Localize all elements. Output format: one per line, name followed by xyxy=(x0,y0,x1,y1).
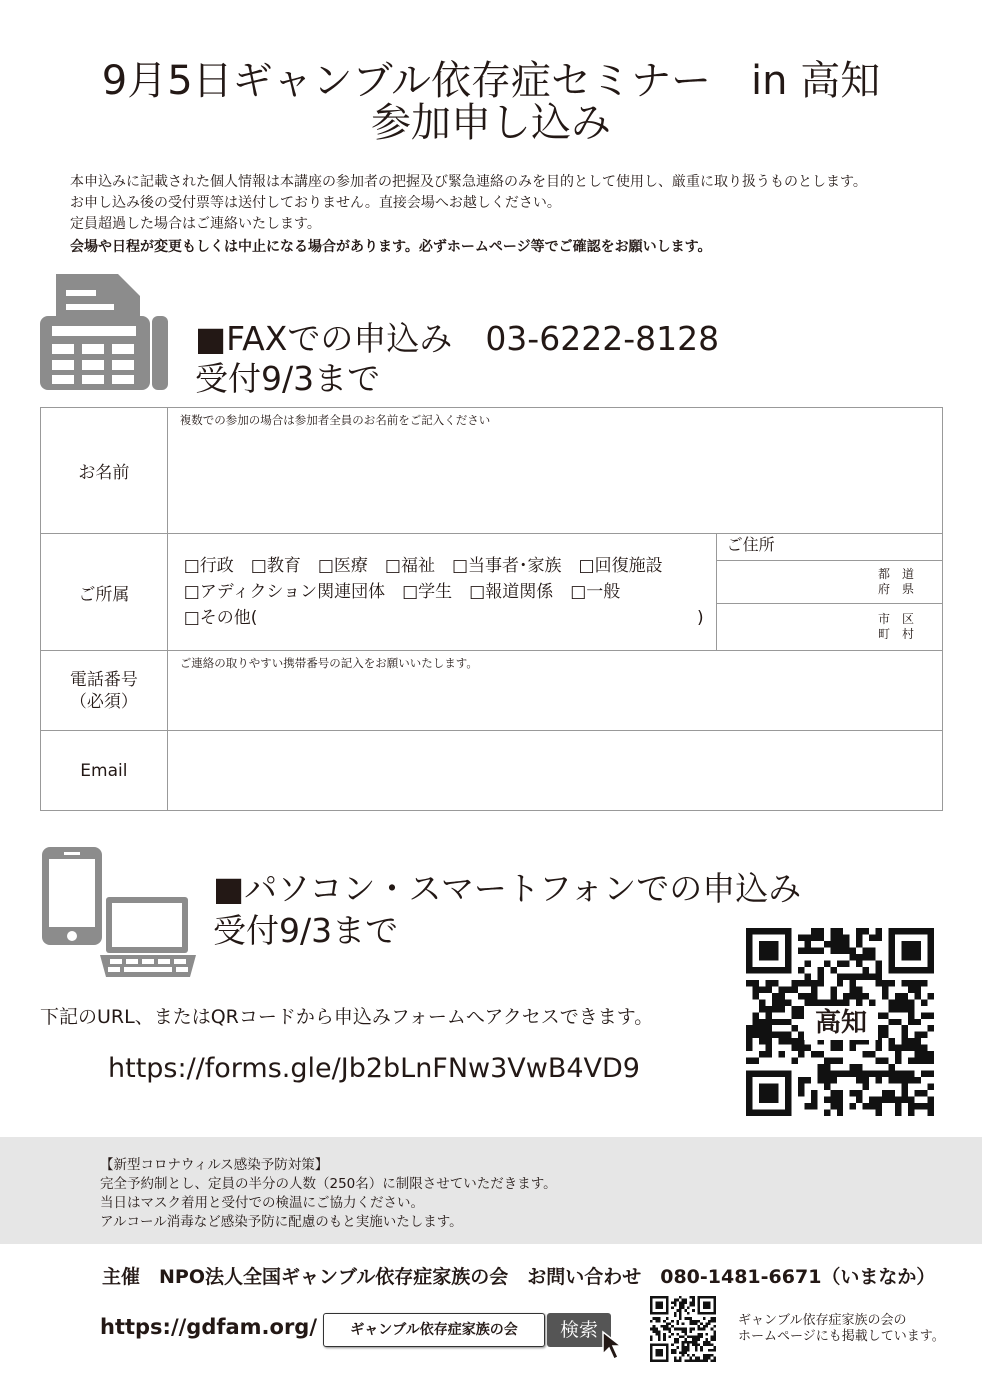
name-field[interactable] xyxy=(167,408,942,534)
covid-line: 完全予約制とし、定員の半分の人数（250名）に制限させていただきます。 xyxy=(100,1176,557,1192)
privacy-notice xyxy=(70,172,950,258)
page-title xyxy=(0,60,982,144)
cursor-icon xyxy=(600,1330,630,1362)
name-hint: 複数での参加の場合は参加者全員のお名前をご記入ください xyxy=(179,413,491,427)
note-line: ホームページにも掲載しています。 xyxy=(738,1329,945,1344)
phone-hint: ご連絡の取りやすい携帯番号の記入をお願いいたします。 xyxy=(179,656,478,670)
homepage-link[interactable]: https://gdfam.org/ xyxy=(100,1315,318,1339)
web-title: ■パソコン・スマートフォンでの申込み xyxy=(213,869,802,908)
affiliation-line[interactable]: □行政 □教育 □医療 □福祉 □当事者･家族 □回復施設 xyxy=(183,556,663,576)
pref-text: 都 道 xyxy=(877,567,914,581)
prefecture-row[interactable] xyxy=(717,560,942,604)
fax-machine-icon xyxy=(38,272,168,392)
covid-line: 【新型コロナウィルス感染予防対策】 xyxy=(100,1157,329,1173)
phone-label-text: 電話番号 xyxy=(69,669,138,690)
covid-line: 当日はマスク着用と受付での検温にご協力ください。 xyxy=(100,1195,424,1211)
phone-required: （必須） xyxy=(69,691,138,712)
email-label: Email xyxy=(41,731,168,811)
name-label: お名前 xyxy=(41,408,168,534)
notice-bold: 会場や日程が変更もしくは中止になる場合があります。必ずホームページ等でご確認をお願いします。 xyxy=(70,239,712,255)
other-close: ) xyxy=(696,608,704,628)
notice-line: 本申込みに記載された個人情報は本講座の参加者の把握及び緊急連絡のみを目的として使用し、厳重に取り扱うものとします。 xyxy=(70,174,867,190)
address-label: ご住所 xyxy=(726,535,775,554)
city-row[interactable] xyxy=(717,604,942,648)
title-line1: 9月5日ギャンブル依存症セミナー in 高知 xyxy=(101,58,881,104)
city-text: 町 村 xyxy=(877,627,914,641)
affiliation-other[interactable] xyxy=(168,605,716,631)
other-label: □その他( xyxy=(183,608,258,628)
qr-code-icon[interactable] xyxy=(746,928,934,1116)
covid-line: アルコール消毒など感染予防に配慮のもと実施いたします。 xyxy=(100,1214,463,1230)
title-line2: 参加申し込み xyxy=(371,100,611,146)
pref-text: 府 県 xyxy=(877,582,914,596)
note-line: ギャンブル依存症家族の会の xyxy=(738,1313,907,1328)
homepage-note xyxy=(738,1313,945,1345)
affiliation-label: ご所属 xyxy=(41,534,168,651)
affiliation-options[interactable] xyxy=(167,534,716,651)
form-url-link[interactable]: https://forms.gle/Jb2bLnFNw3VwB4VD9 xyxy=(108,1053,640,1084)
qr-code-icon[interactable] xyxy=(650,1296,716,1362)
application-form xyxy=(40,407,943,811)
notice-line: 定員超過した場合はご連絡いたします。 xyxy=(70,216,321,232)
web-instruction: 下記のURL、またはQRコードから申込みフォームへアクセスできます。 xyxy=(40,1006,654,1028)
phone-field[interactable] xyxy=(167,651,942,731)
web-deadline: 受付9/3まで xyxy=(213,911,399,950)
fax-title: ■FAXでの申込み 03-6222-8128 xyxy=(195,319,720,358)
organizer-line: 主催 NPO法人全国ギャンブル依存症家族の会 お問い合わせ 080-1481-6671（いまなか） xyxy=(102,1266,936,1288)
qr-label: 高知 xyxy=(804,1006,878,1040)
notice-line: お申し込み後の受付票等は送付しておりません。直接会場へお越しください。 xyxy=(70,195,561,211)
address-field[interactable] xyxy=(716,534,942,651)
affiliation-line[interactable]: □アディクション関連団体 □学生 □報道関係 □一般 xyxy=(183,582,621,602)
phone-label xyxy=(41,651,168,731)
search-input[interactable]: ギャンブル依存症家族の会 xyxy=(323,1313,545,1347)
fax-deadline: 受付9/3まで xyxy=(195,359,381,398)
laptop-icon xyxy=(100,897,196,977)
smartphone-icon xyxy=(40,845,200,980)
city-text: 市 区 xyxy=(877,612,914,626)
covid-notice xyxy=(100,1156,557,1232)
search-button[interactable]: 検索 xyxy=(547,1313,611,1347)
email-field[interactable] xyxy=(167,731,942,811)
